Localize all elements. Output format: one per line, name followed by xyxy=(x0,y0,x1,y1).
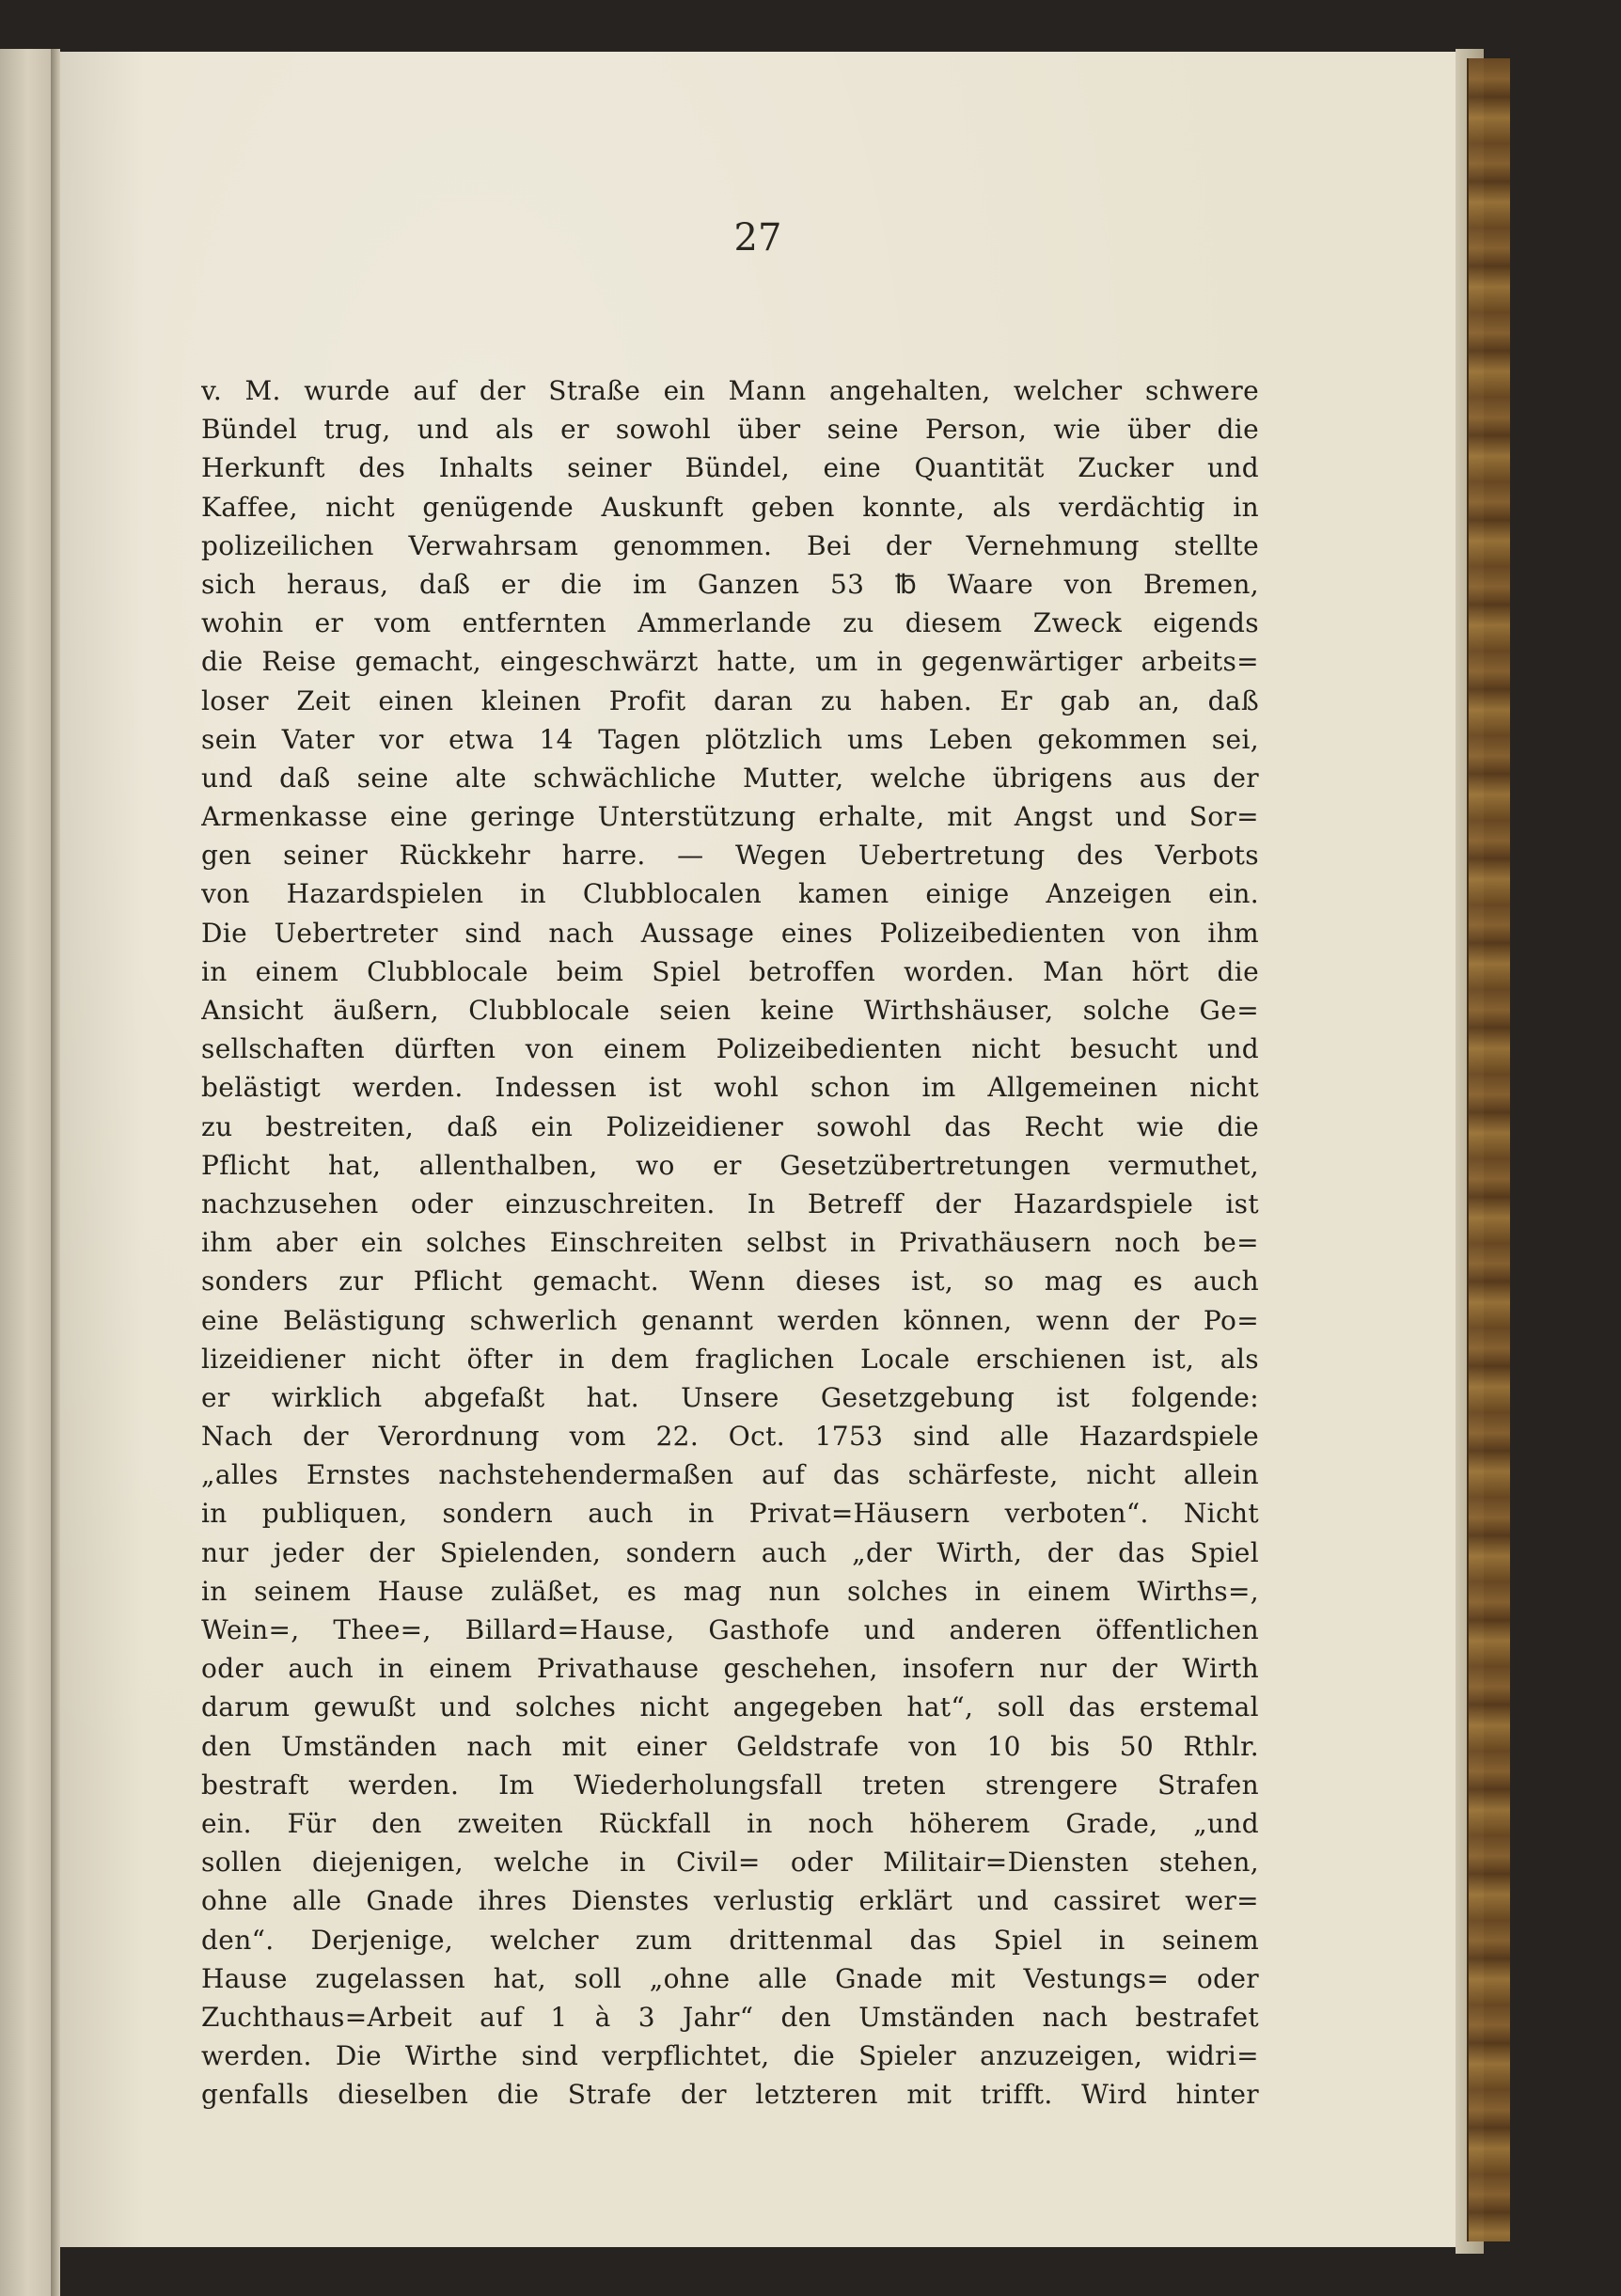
text-line: sich heraus, daß er die im Ganzen 53 ℔ Waare von Bremen, xyxy=(201,568,1259,600)
text-line: den“. Derjenige, welcher zum drittenmal das Spiel in seinem xyxy=(201,1924,1259,1956)
text-line: in einem Clubblocale beim Spiel betroffen worden. Man hört die xyxy=(201,955,1259,987)
text-line: Bündel trug, und als er sowohl über seine Person, wie über die xyxy=(201,414,1259,446)
text-line: von Hazardspielen in Clubblocalen kamen einige Anzeigen ein. xyxy=(201,878,1259,910)
left-page-edge xyxy=(0,49,51,2296)
text-line: in seinem Hause zuläßet, es mag nun solches in einem Wirths=, xyxy=(201,1575,1259,1607)
text-line: in publiquen, sondern auch in Privat=Häusern verboten“. Nicht xyxy=(201,1498,1259,1530)
text-line: Ansicht äußern, Clubblocale seien keine Wirthshäuser, solche Ge= xyxy=(201,995,1259,1026)
text-line: v. M. wurde auf der Straße ein Mann angehalten, welcher schwere xyxy=(201,375,1259,406)
text-line: ihm aber ein solches Einschreiten selbst in Privathäusern noch be= xyxy=(201,1227,1259,1259)
text-line: loser Zeit einen kleinen Profit daran zu haben. Er gab an, daß xyxy=(201,684,1259,716)
text-line: Herkunft des Inhalts seiner Bündel, eine Quantität Zucker und xyxy=(201,452,1259,484)
text-line: lizeidiener nicht öfter in dem fraglichen Locale erschienen ist, als xyxy=(201,1343,1259,1375)
text-line: Wein=, Thee=, Billard=Hause, Gasthofe und anderen öffentlichen xyxy=(201,1614,1259,1645)
text-line: werden. Die Wirthe sind verpflichtet, die Spieler anzuzeigen, widri= xyxy=(201,2040,1259,2072)
page-number: 27 xyxy=(733,216,782,259)
text-line: darum gewußt und solches nicht angegeben hat“, soll das erstemal xyxy=(201,1691,1259,1723)
text-line: ein. Für den zweiten Rückfall in noch höherem Grade, „und xyxy=(201,1807,1259,1839)
text-line: und daß seine alte schwächliche Mutter, welche übrigens aus der xyxy=(201,762,1259,794)
text-line: den Umständen nach mit einer Geldstrafe von 10 bis 50 Rthlr. xyxy=(201,1730,1259,1762)
text-line: bestraft werden. Im Wiederholungsfall treten strengere Strafen xyxy=(201,1769,1259,1801)
book-cover-edge xyxy=(1467,58,1510,2241)
text-line: ohne alle Gnade ihres Dienstes verlustig erklärt und cassiret wer= xyxy=(201,1885,1259,1917)
text-line: gen seiner Rückkehr harre. — Wegen Uebertretung des Verbots xyxy=(201,840,1259,872)
text-line: Armenkasse eine geringe Unterstützung erhalte, mit Angst und Sor= xyxy=(201,801,1259,833)
text-line: Nach der Verordnung vom 22. Oct. 1753 sind alle Hazardspiele xyxy=(201,1421,1259,1453)
text-line: zu bestreiten, daß ein Polizeidiener sowohl das Recht wie die xyxy=(201,1110,1259,1142)
text-line: nachzusehen oder einzuschreiten. In Betreff der Hazardspiele ist xyxy=(201,1187,1259,1219)
text-line: sellschaften dürften von einem Polizeibedienten nicht besucht und xyxy=(201,1033,1259,1065)
text-line: oder auch in einem Privathause geschehen, insofern nur der Wirth xyxy=(201,1653,1259,1685)
book-gutter xyxy=(51,49,60,2296)
text-line: sollen diejenigen, welche in Civil= oder Militair=Diensten stehen, xyxy=(201,1847,1259,1879)
book-page xyxy=(60,52,1456,2247)
text-line: wohin er vom entfernten Ammerlande zu diesem Zweck eigends xyxy=(201,607,1259,639)
text-line: Zuchthaus=Arbeit auf 1 à 3 Jahr“ den Umständen nach bestrafet xyxy=(201,2001,1259,2033)
text-line: er wirklich abgefaßt hat. Unsere Gesetzgebung ist folgende: xyxy=(201,1381,1259,1413)
text-line: Hause zugelassen hat, soll „ohne alle Gnade mit Vestungs= oder xyxy=(201,1962,1259,1994)
text-line: Pflicht hat, allenthalben, wo er Gesetzübertretungen vermuthet, xyxy=(201,1149,1259,1181)
text-line: genfalls dieselben die Strafe der letzteren mit trifft. Wird hinter xyxy=(201,2079,1259,2111)
text-line: Die Uebertreter sind nach Aussage eines Polizeibedienten von ihm xyxy=(201,917,1259,949)
text-line: „alles Ernstes nachstehendermaßen auf das schärfeste, nicht allein xyxy=(201,1459,1259,1491)
text-line: eine Belästigung schwerlich genannt werden können, wenn der Po= xyxy=(201,1304,1259,1336)
text-line: polizeilichen Verwahrsam genommen. Bei der Vernehmung stellte xyxy=(201,529,1259,561)
text-line: Kaffee, nicht genügende Auskunft geben konnte, als verdächtig in xyxy=(201,491,1259,523)
text-line: belästigt werden. Indessen ist wohl schon im Allgemeinen nicht xyxy=(201,1072,1259,1104)
text-line: nur jeder der Spielenden, sondern auch „der Wirth, der das Spiel xyxy=(201,1536,1259,1568)
text-line: sonders zur Pflicht gemacht. Wenn dieses ist, so mag es auch xyxy=(201,1266,1259,1297)
text-line: sein Vater vor etwa 14 Tagen plötzlich ums Leben gekommen sei, xyxy=(201,723,1259,755)
text-line: die Reise gemacht, eingeschwärzt hatte, um in gegenwärtiger arbeits= xyxy=(201,646,1259,678)
body-text xyxy=(201,371,1259,2114)
